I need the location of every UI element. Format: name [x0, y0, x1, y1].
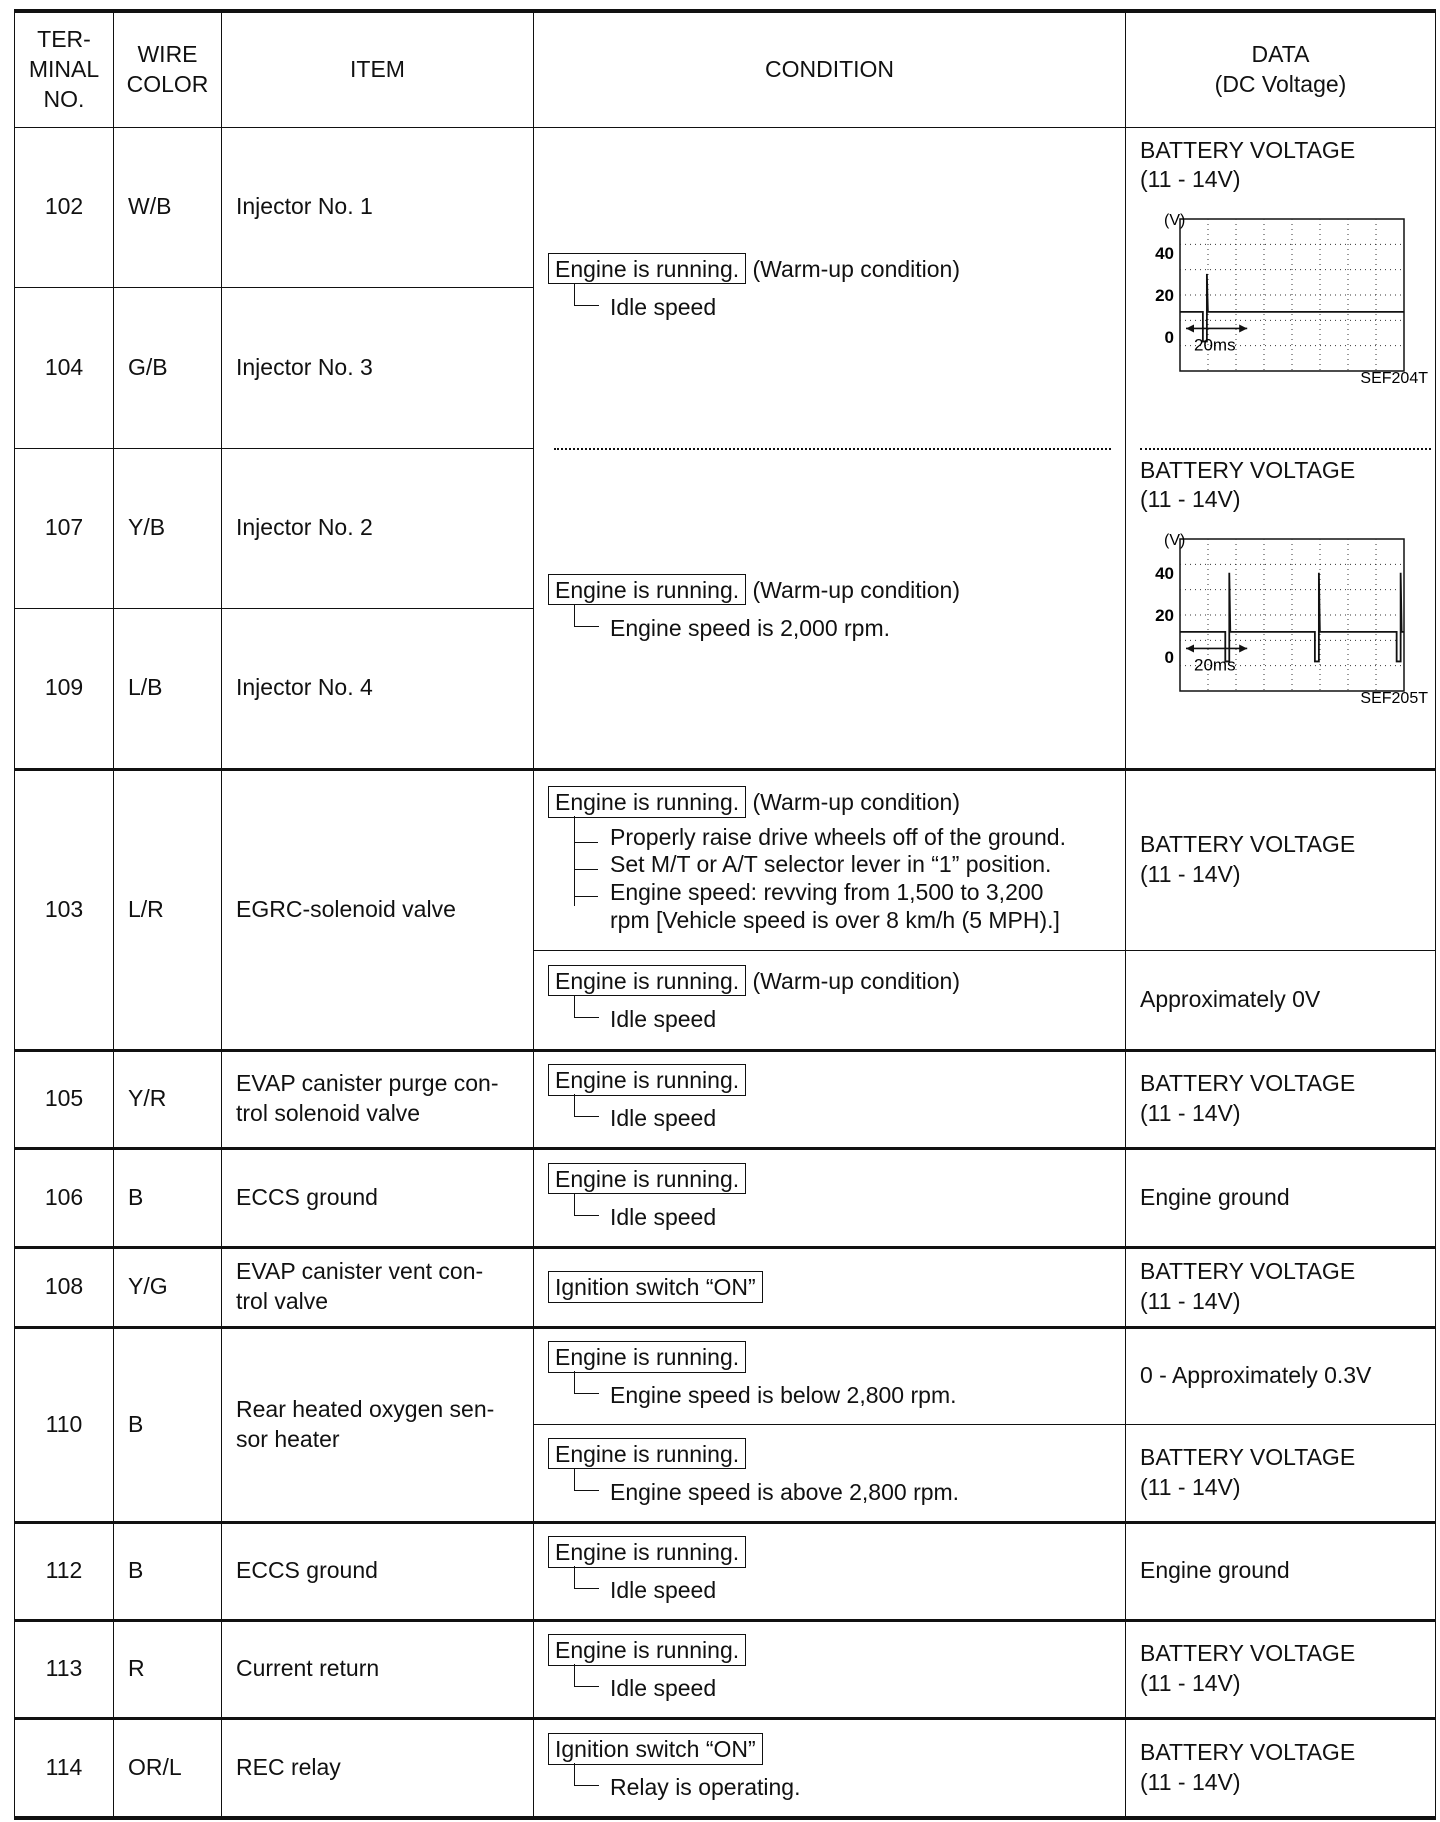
item-name: Injector No. 4 [222, 609, 534, 770]
data-value: BATTERY VOLTAGE (11 - 14V) [1126, 1424, 1436, 1522]
condition-box: Engine is running. [548, 1438, 746, 1470]
condition-cell [534, 1424, 1126, 1522]
wire-color: L/R [114, 769, 222, 1050]
data-value: Approximately 0V [1126, 950, 1436, 1050]
condition-note: (Warm-up condition) [752, 788, 960, 815]
condition-sub: Set M/T or A/T selector lever in “1” position. [610, 851, 1052, 878]
y-tick-label: 0 [1164, 648, 1174, 668]
condition-cell [534, 1148, 1126, 1247]
condition-cell [534, 769, 1126, 950]
waveform-graph [1140, 515, 1428, 706]
condition-box: Engine is running. [548, 786, 746, 818]
terminal-no: 105 [15, 1050, 114, 1148]
terminal-no: 108 [15, 1247, 114, 1327]
condition-note: (Warm-up condition) [752, 576, 960, 603]
header-data: DATA (DC Voltage) [1126, 11, 1436, 127]
y-tick-label: 40 [1155, 244, 1174, 264]
header-item: ITEM [222, 11, 534, 127]
data-block [1126, 128, 1435, 448]
injector-data-cell [1126, 127, 1436, 769]
condition-cell [534, 1050, 1126, 1148]
condition-sub: Idle speed [610, 1577, 717, 1603]
data-value: BATTERY VOLTAGE (11 - 14V) [1126, 1050, 1436, 1148]
wire-color: OR/L [114, 1718, 222, 1818]
condition-block [534, 450, 1125, 768]
table-row [15, 127, 1436, 288]
terminal-no: 114 [15, 1718, 114, 1818]
item-name: REC relay [222, 1718, 534, 1818]
wire-color: W/B [114, 127, 222, 288]
condition-box: Ignition switch “ON” [548, 1733, 763, 1765]
y-unit-label: (V) [1164, 532, 1186, 550]
wire-color: L/B [114, 609, 222, 770]
figure-code: SEF204T [1360, 370, 1428, 386]
item-name: Injector No. 1 [222, 127, 534, 288]
wire-color: G/B [114, 288, 222, 449]
condition-sub: Idle speed [610, 1005, 717, 1032]
condition-box: Engine is running. [548, 253, 746, 285]
terminal-no: 104 [15, 288, 114, 449]
condition-note: (Warm-up condition) [752, 255, 960, 282]
condition-sub-list [574, 824, 1111, 934]
item-name: Rear heated oxygen sen- sor heater [222, 1327, 534, 1522]
condition-sub: rpm [Vehicle speed is over 8 km/h (5 MPH).] [610, 906, 1060, 933]
header-condition: CONDITION [534, 11, 1126, 127]
time-arrow-head [1239, 325, 1247, 333]
item-name: EVAP canister vent con- trol valve [222, 1247, 534, 1327]
data-cell [1126, 769, 1436, 950]
data-voltage: BATTERY VOLTAGE [1140, 831, 1356, 858]
terminal-spec-table [14, 9, 1436, 1820]
waveform-svg [1140, 515, 1430, 705]
y-tick-label: 20 [1155, 606, 1174, 626]
condition-sub: Engine speed is 2,000 rpm. [610, 614, 891, 641]
item-name: EVAP canister purge con- trol solenoid valve [222, 1050, 534, 1148]
condition-sub: Idle speed [610, 1203, 717, 1230]
wire-color: B [114, 1327, 222, 1522]
condition-box: Engine is running. [548, 1341, 746, 1373]
terminal-no: 102 [15, 127, 114, 288]
condition-cell [534, 1247, 1126, 1327]
table-row [15, 1620, 1436, 1718]
item-name: Injector No. 2 [222, 448, 534, 609]
terminal-no: 109 [15, 609, 114, 770]
waveform-svg [1140, 195, 1430, 385]
item-name: ECCS ground [222, 1522, 534, 1620]
terminal-no: 107 [15, 448, 114, 609]
table-row [15, 769, 1436, 950]
condition-sub: Properly raise drive wheels off of the ground. [610, 823, 1066, 850]
y-unit-label: (V) [1164, 212, 1186, 230]
condition-sub: Relay is operating. [610, 1773, 801, 1800]
time-arrow-head [1239, 645, 1247, 653]
data-value: Engine ground [1126, 1148, 1436, 1247]
data-value: BATTERY VOLTAGE (11 - 14V) [1126, 1620, 1436, 1718]
table-row [15, 1247, 1436, 1327]
y-tick-label: 40 [1155, 564, 1174, 584]
data-value: BATTERY VOLTAGE (11 - 14V) [1126, 1718, 1436, 1818]
condition-box: Engine is running. [548, 1163, 746, 1195]
item-name: ECCS ground [222, 1148, 534, 1247]
terminal-no: 103 [15, 769, 114, 1050]
condition-box: Engine is running. [548, 1064, 746, 1096]
wire-color: B [114, 1148, 222, 1247]
terminal-no: 106 [15, 1148, 114, 1247]
data-value: Engine ground [1126, 1522, 1436, 1620]
condition-box: Ignition switch “ON” [548, 1271, 763, 1303]
condition-cell [534, 1522, 1126, 1620]
condition-box: Engine is running. [548, 1536, 746, 1568]
data-value: BATTERY VOLTAGE (11 - 14V) [1126, 1247, 1436, 1327]
condition-cell [534, 1620, 1126, 1718]
y-tick-label: 0 [1164, 328, 1174, 348]
header-terminal: TER- MINAL NO. [15, 11, 114, 127]
table-row [15, 1718, 1436, 1818]
figure-code: SEF205T [1360, 690, 1428, 706]
table-row [15, 1522, 1436, 1620]
time-div-label: 20ms [1194, 655, 1236, 675]
table-row [15, 1327, 1436, 1424]
data-range: (11 - 14V) [1140, 166, 1241, 193]
time-div-label: 20ms [1194, 335, 1236, 355]
condition-cell [534, 950, 1126, 1050]
wire-color: Y/G [114, 1247, 222, 1327]
condition-cell [534, 1718, 1126, 1818]
waveform-graph [1140, 195, 1428, 386]
header-wire-color: WIRE COLOR [114, 11, 222, 127]
condition-box: Engine is running. [548, 965, 746, 997]
table-row [15, 1050, 1436, 1148]
terminal-no: 113 [15, 1620, 114, 1718]
wire-color: R [114, 1620, 222, 1718]
condition-sub: Engine speed is below 2,800 rpm. [610, 1382, 957, 1408]
condition-sub: Idle speed [610, 293, 717, 320]
item-name: Current return [222, 1620, 534, 1718]
condition-box: Engine is running. [548, 1634, 746, 1666]
data-range: (11 - 14V) [1140, 861, 1241, 887]
injector-condition-cell [534, 127, 1126, 769]
data-voltage: BATTERY VOLTAGE [1140, 136, 1356, 163]
data-voltage: BATTERY VOLTAGE [1140, 456, 1356, 483]
condition-sub: Engine speed: revving from 1,500 to 3,200 [610, 878, 1044, 905]
condition-box: Engine is running. [548, 574, 746, 606]
y-tick-label: 20 [1155, 286, 1174, 306]
terminal-no: 112 [15, 1522, 114, 1620]
wire-color: B [114, 1522, 222, 1620]
condition-note: (Warm-up condition) [752, 967, 960, 994]
time-arrow-head [1186, 645, 1194, 653]
wire-color: Y/R [114, 1050, 222, 1148]
data-value: 0 - Approximately 0.3V [1126, 1327, 1436, 1424]
wire-color: Y/B [114, 448, 222, 609]
table-row [15, 1148, 1436, 1247]
data-block [1126, 450, 1435, 768]
item-name: Injector No. 3 [222, 288, 534, 449]
data-range: (11 - 14V) [1140, 486, 1241, 513]
condition-block [534, 128, 1125, 448]
item-name: EGRC-solenoid valve [222, 769, 534, 1050]
time-arrow-head [1186, 325, 1194, 333]
terminal-no: 110 [15, 1327, 114, 1522]
condition-cell [534, 1327, 1126, 1424]
header-row [15, 11, 1436, 127]
condition-sub: Idle speed [610, 1105, 717, 1131]
condition-sub: Engine speed is above 2,800 rpm. [610, 1478, 960, 1505]
condition-sub: Idle speed [610, 1675, 717, 1701]
